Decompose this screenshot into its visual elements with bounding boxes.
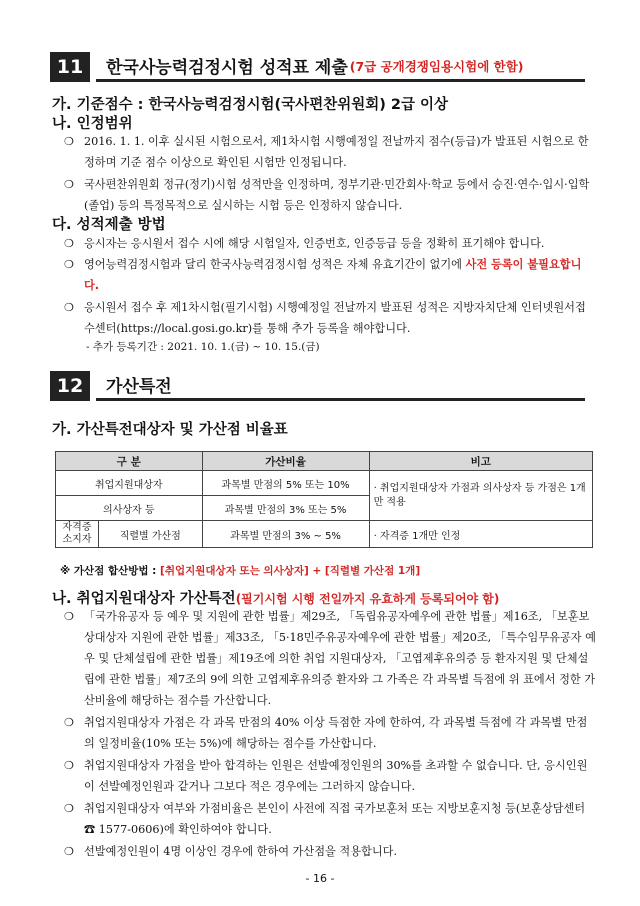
table-cell: 과목별 만점의 5% 또는 10% bbox=[202, 471, 369, 496]
section-title: 한국사능력검정시험 성적표 제출 (7급 공개경쟁임용시험에 한함) bbox=[96, 52, 585, 82]
circle-bullet-icon: ❍ bbox=[64, 178, 74, 191]
table-cell: 취업지원대상자 bbox=[56, 471, 203, 496]
page-number: - 16 - bbox=[305, 872, 335, 885]
table-row bbox=[56, 471, 593, 496]
table-header: 구 분 bbox=[56, 452, 203, 471]
heading-c-submission: 다. 성적제출 방법 bbox=[52, 217, 166, 233]
circle-bullet-icon: ❍ bbox=[64, 716, 74, 729]
circle-bullet-icon: ❍ bbox=[64, 237, 74, 250]
section-12-header bbox=[50, 371, 585, 401]
table-cell: 과목별 만점의 3% ~ 5% bbox=[202, 521, 369, 548]
circle-bullet-icon: ❍ bbox=[64, 258, 74, 271]
table-cell: · 자격증 1개만 인정 bbox=[369, 521, 592, 548]
table-cell: 자격증 소지자 bbox=[56, 521, 99, 548]
list-item: ❍ 응시원서 접수 후 제1차시험(필기시험) 시행예정일 전날까지 발표된 성적은 지방자치단체 인터넷원서접수센터(https://local.gosi.go.kr)를 통해 추가 등록을 해야합니다. bbox=[64, 297, 596, 339]
circle-bullet-icon: ❍ bbox=[64, 610, 74, 623]
list-item: ❍ 「국가유공자 등 예우 및 지원에 관한 법률」제29조, 「독립유공자예우에 관한 법률」제16조, 「보훈보상대상자 지원에 관한 법률」제33조, 「5·18민주유공자예우에 관한 법률」제20조, 「특수임무유공자 예우 및 단체설립에 관한 법률」제19조에 의한 취업 지원대상자, 「고엽제후유의증 등 환자지원 및 단체설립에 관한 법률」제7조의 9에 의한 고엽제후유의증 환자와 그 가족은 각 과목별 득점에 위 표에서 정한 가산비율에 해당하는 점수를 가산합니다. bbox=[64, 606, 596, 711]
section-11-header bbox=[50, 52, 585, 82]
list-item: ❍ 2016. 1. 1. 이후 실시된 시험으로서, 제1차시험 시행예정일 전날까지 점수(등급)가 발표된 시험으로 한정하며 기준 점수 이상으로 확인된 시험만 인정됩니다. bbox=[64, 131, 596, 173]
bonus-rate-table bbox=[55, 451, 593, 548]
heading-a-bonus-table: 가. 가산특전대상자 및 가산점 비율표 bbox=[52, 422, 288, 438]
list-item: ❍ 취업지원대상자 여부와 가점비율은 본인이 사전에 직접 국가보훈처 또는 지방보훈지청 등(보훈상담센터 ☎ 1577-0606)에 확인하여야 합니다. bbox=[64, 798, 596, 840]
table-cell: 의사상자 등 bbox=[56, 496, 203, 521]
section-number: 12 bbox=[50, 371, 90, 401]
table-header: 가산비율 bbox=[202, 452, 369, 471]
table-header: 비고 bbox=[369, 452, 592, 471]
list-item: ❍ 응시자는 응시원서 접수 시에 해당 시험일자, 인증번호, 인증등급 등을 정확히 표기해야 합니다. bbox=[64, 233, 596, 254]
table-cell: 직렬별 가산점 bbox=[99, 521, 203, 548]
table-cell: 과목별 만점의 3% 또는 5% bbox=[202, 496, 369, 521]
table-cell: · 취업지원대상자 가점과 의사상자 등 가점은 1개만 적용 bbox=[369, 471, 592, 521]
section-number: 11 bbox=[50, 52, 90, 82]
list-item: ❍ 취업지원대상자 가점을 받아 합격하는 인원은 선발예정인원의 30%를 초과할 수 없습니다. 단, 응시인원이 선발예정인원과 같거나 그보다 적은 경우에는 그러하지 않습니다. bbox=[64, 755, 596, 797]
bonus-sum-note: ※ 가산점 합산방법 : [취업지원대상자 또는 의사상자] + [직렬별 가산점 1개] bbox=[60, 565, 421, 577]
list-item: ❍ 영어능력검정시험과 달리 한국사능력검정시험 성적은 자체 유효기간이 없기에 사전 등록이 불필요합니다. bbox=[64, 254, 596, 296]
circle-bullet-icon: ❍ bbox=[64, 845, 74, 858]
table-row bbox=[56, 521, 593, 548]
list-item: ❍ 취업지원대상자 가점은 각 과목 만점의 40% 이상 득점한 자에 한하여, 각 과목별 득점에 각 과목별 만점의 일정비율(10% 또는 5%)에 해당하는 점수를 가산합니다. bbox=[64, 712, 596, 754]
heading-b-employment-support: 나. 취업지원대상자 가산특전(필기시험 시행 전일까지 유효하게 등록되어야 함) bbox=[52, 591, 500, 607]
circle-bullet-icon: ❍ bbox=[64, 759, 74, 772]
circle-bullet-icon: ❍ bbox=[64, 802, 74, 815]
registration-period: - 추가 등록기간 : 2021. 10. 1.(금) ~ 10. 15.(금) bbox=[86, 341, 320, 353]
table-header-row bbox=[56, 452, 593, 471]
circle-bullet-icon: ❍ bbox=[64, 135, 74, 148]
heading-a-standard-score: 가. 기준점수 : 한국사능력검정시험(국사편찬위원회) 2급 이상 bbox=[52, 97, 449, 113]
list-item: ❍ 국사편찬위원회 정규(정기)시험 성적만을 인정하며, 정부기관·민간회사·학교 등에서 승진·연수·입시·입학(졸업) 등의 특정목적으로 실시하는 시험 등은 인정하지 않습니다. bbox=[64, 174, 596, 216]
heading-b-scope: 나. 인정범위 bbox=[52, 116, 133, 132]
circle-bullet-icon: ❍ bbox=[64, 301, 74, 314]
section-title: 가산특전 bbox=[96, 371, 585, 401]
list-item: ❍ 선발예정인원이 4명 이상인 경우에 한하여 가산점을 적용합니다. bbox=[64, 841, 596, 862]
